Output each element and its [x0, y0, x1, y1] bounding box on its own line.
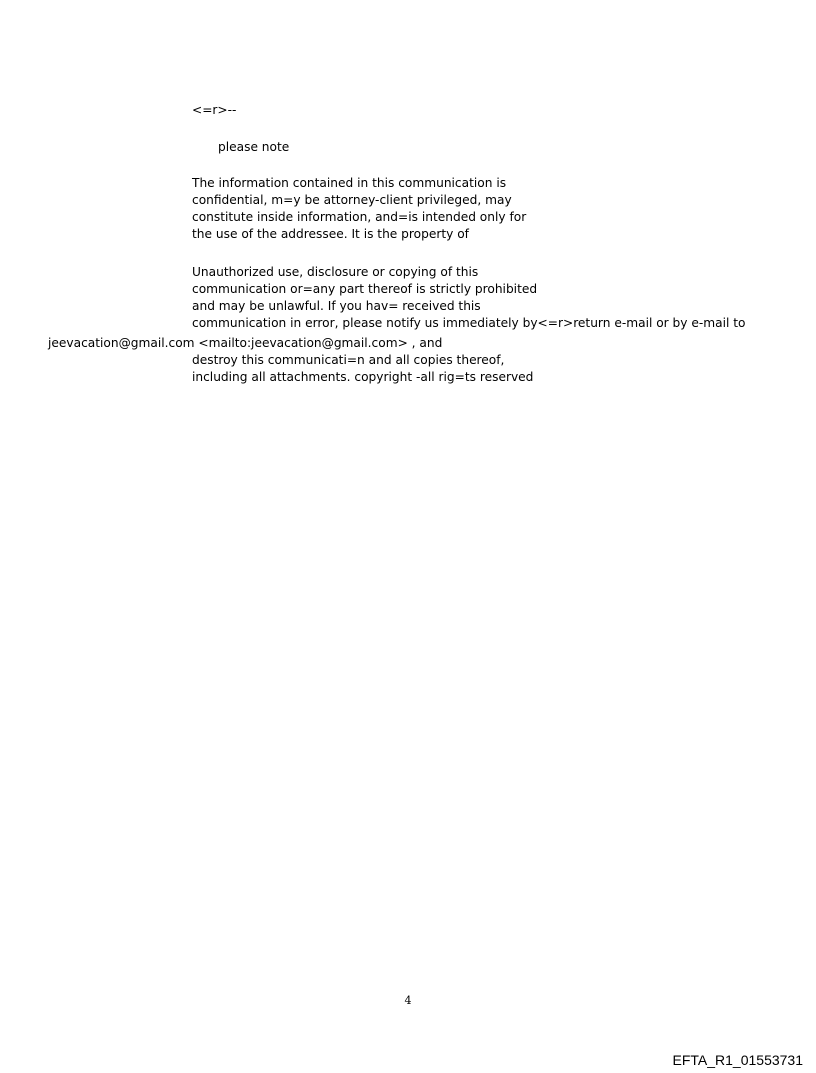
paragraph-line: Unauthorized use, disclosure or copying of this	[192, 265, 479, 279]
header-marker: <=r>--	[192, 103, 237, 117]
paragraph-line: constitute inside information, and=is intended only for	[192, 210, 527, 224]
paragraph-line: The information contained in this communication is	[192, 176, 507, 190]
note-heading: please note	[218, 140, 290, 154]
paragraph-line: including all attachments. copyright -all rig=ts reserved	[192, 370, 534, 384]
document-id: EFTA_R1_01553731	[672, 1052, 803, 1068]
paragraph-line: communication in error, please notify us immediately by<=r>return e-mail or by e-mail to	[192, 316, 746, 330]
paragraph-line: confidential, m=y be attorney-client privileged, may	[192, 193, 512, 207]
paragraph-line: communication or=any part thereof is strictly prohibited	[192, 282, 538, 296]
paragraph-line: the use of the addressee. It is the property of	[192, 227, 469, 241]
paragraph-line: destroy this communicati=n and all copies thereof,	[192, 353, 505, 367]
email-line: jeevacation@gmail.com <mailto:jeevacation@gmail.com> , and	[48, 336, 443, 350]
page-number: 4	[404, 994, 412, 1007]
paragraph-line: and may be unlawful. If you hav= received this	[192, 299, 481, 313]
